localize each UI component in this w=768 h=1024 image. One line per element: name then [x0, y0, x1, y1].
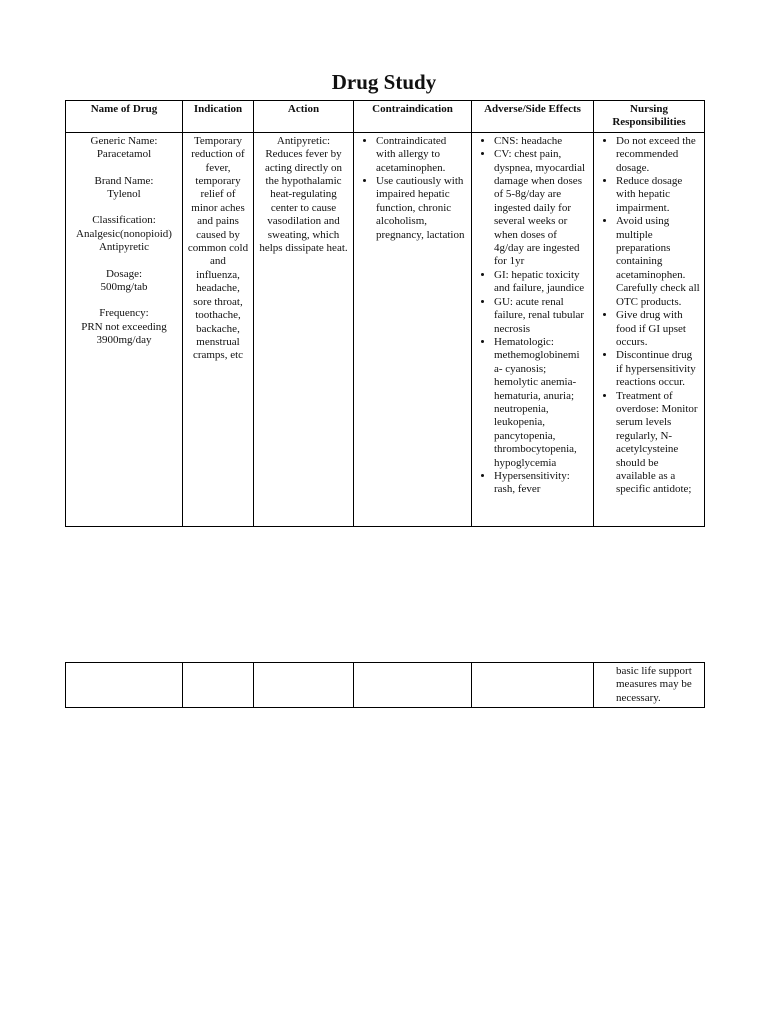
adverse-effects-cell: [472, 132, 594, 526]
page-title: Drug Study: [331, 70, 437, 94]
list-item: • GI: hepatic toxicity and failure, jaundice: [494, 269, 589, 296]
contraindication-list: [358, 135, 467, 242]
list-item: • Treatment of overdose: Monitor serum levels regularly, N-acetylcysteine should be available as a specific antidote;: [616, 390, 700, 497]
header-name-of-drug: Name of Drug: [66, 101, 183, 133]
adverse-effects-list: [476, 135, 589, 497]
continuation-cell: basic life support measures may be necessary.: [594, 663, 705, 708]
contraindication-cell: [354, 132, 472, 526]
list-item: • Avoid using multiple preparations containing acetaminophen. Carefully check all OTC products.: [616, 215, 700, 309]
indication-cell: Temporary reduction of fever, temporary relief of minor aches and pains caused by common cold and influenza, headache, sore throat, toothache, backache, menstrual cramps, etc: [183, 132, 254, 526]
nursing-responsibilities-cell: [594, 132, 705, 526]
header-contraindication: Contraindication: [354, 101, 472, 133]
header-action: Action: [254, 101, 354, 133]
header-indication: Indication: [183, 101, 254, 133]
list-item: • GU: acute renal failure, renal tubular necrosis: [494, 296, 589, 336]
list-item: • CV: chest pain, dyspnea, myocardial damage when doses of 5-8g/day are ingested daily for several weeks or when doses of 4g/day are ingested for 1yr: [494, 148, 589, 269]
table-row: [66, 132, 705, 526]
header-nursing-responsibilities: Nursing Responsibilities: [594, 101, 705, 133]
list-item: • Do not exceed the recommended dosage.: [616, 135, 700, 175]
list-item: • Contraindicated with allergy to acetaminophen.: [376, 135, 467, 175]
classification-value-1: Analgesic(nonopioid): [76, 227, 172, 240]
action-cell: Antipyretic: Reduces fever by acting directly on the hypothalamic heat-regulating center to cause vasodilation and sweating, which helps dissipate heat.: [254, 132, 354, 526]
generic-name-value: Paracetamol: [96, 148, 152, 161]
brand-name-label: Brand Name:: [94, 174, 154, 187]
list-item: • Hypersensitivity: rash, fever: [494, 470, 589, 497]
list-item: • Reduce dosage with hepatic impairment.: [616, 175, 700, 215]
empty-cell: [354, 663, 472, 708]
frequency-label: Frequency:: [99, 307, 149, 320]
empty-cell: [472, 663, 594, 708]
classification-label: Classification:: [92, 214, 156, 227]
brand-name-value: Tylenol: [107, 188, 141, 201]
header-adverse-effects: Adverse/Side Effects: [472, 101, 594, 133]
list-item: • CNS: headache: [494, 135, 589, 148]
list-item: • Discontinue drug if hypersensitivity reactions occur.: [616, 349, 700, 389]
continuation-table: [65, 662, 705, 708]
list-item: • Give drug with food if GI upset occurs.: [616, 309, 700, 349]
list-item: • Hematologic: methemoglobinemi a- cyanosis; hemolytic anemia- hematuria, anuria; neutropenia, leukopenia, pancytopenia, thrombocytopenia, hypoglycemia: [494, 336, 589, 470]
drug-name-cell: [66, 132, 183, 526]
frequency-value-1: PRN not exceeding: [81, 320, 167, 333]
classification-value-2: Antipyretic: [98, 241, 150, 254]
dosage-label: Dosage:: [105, 267, 143, 280]
header-row: [66, 101, 705, 133]
empty-cell: [254, 663, 354, 708]
dosage-value: 500mg/tab: [100, 281, 148, 294]
generic-name-label: Generic Name:: [90, 134, 158, 147]
table-row: [66, 663, 705, 708]
drug-study-table: [65, 100, 705, 527]
empty-cell: [66, 663, 183, 708]
list-item: • Use cautiously with impaired hepatic function, chronic alcoholism, pregnancy, lactation: [376, 175, 467, 242]
frequency-value-2: 3900mg/day: [96, 334, 152, 347]
nursing-list: [598, 135, 700, 497]
empty-cell: [183, 663, 254, 708]
